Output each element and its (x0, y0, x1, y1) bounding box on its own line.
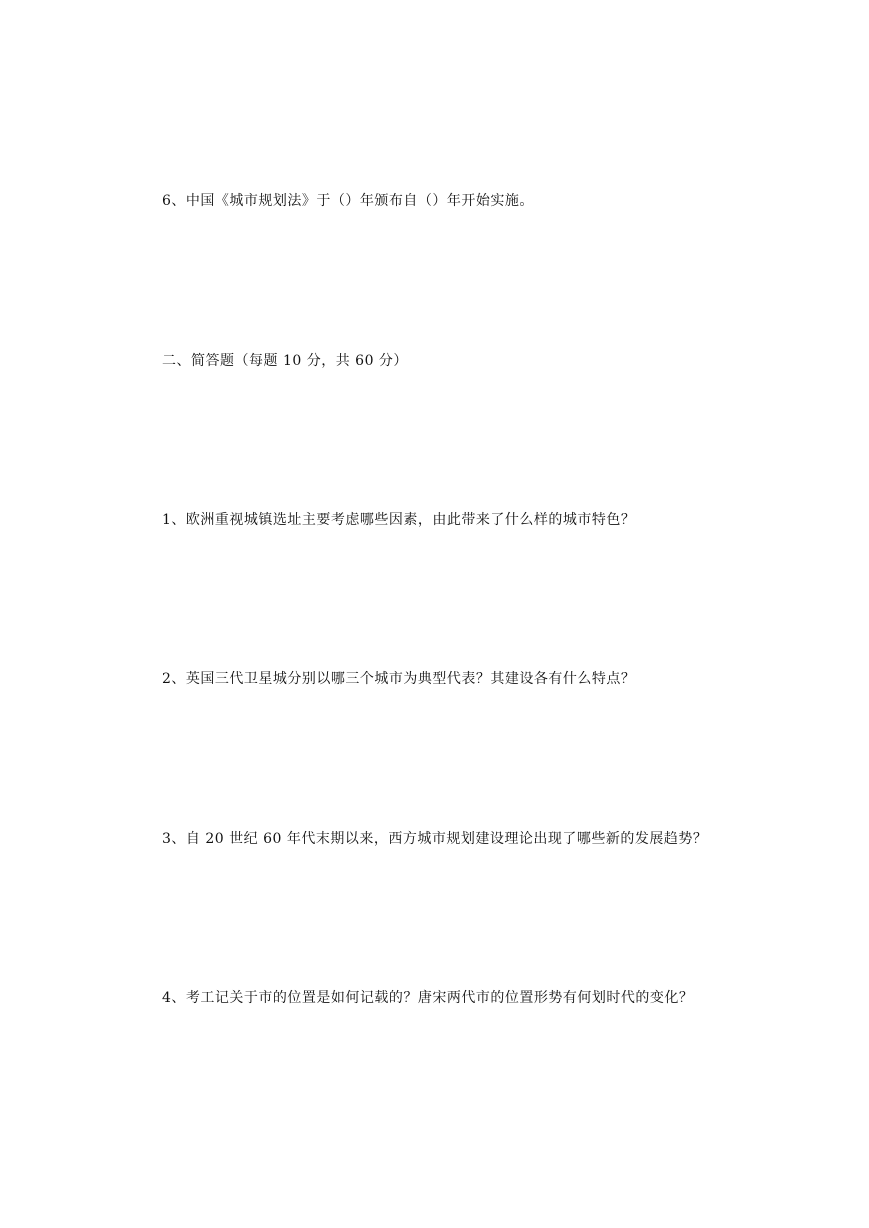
question-1-short-answer: 1、欧洲重视城镇选址主要考虑哪些因素，由此带来了什么样的城市特色？ (162, 512, 636, 528)
question-3-short-answer: 3、自 20 世纪 60 年代末期以来，西方城市规划建设理论出现了哪些新的发展趋势？ (162, 831, 708, 847)
question-6-fill-blank: 6、中国《城市规划法》于（）年颁布自（）年开始实施。 (162, 193, 534, 209)
question-4-short-answer: 4、考工记关于市的位置是如何记载的？唐宋两代市的位置形势有何划时代的变化？ (162, 990, 694, 1006)
section-heading-short-answer: 二、简答题（每题 10 分，共 60 分） (162, 353, 408, 369)
question-2-short-answer: 2、英国三代卫星城分别以哪三个城市为典型代表？其建设各有什么特点？ (162, 671, 636, 687)
